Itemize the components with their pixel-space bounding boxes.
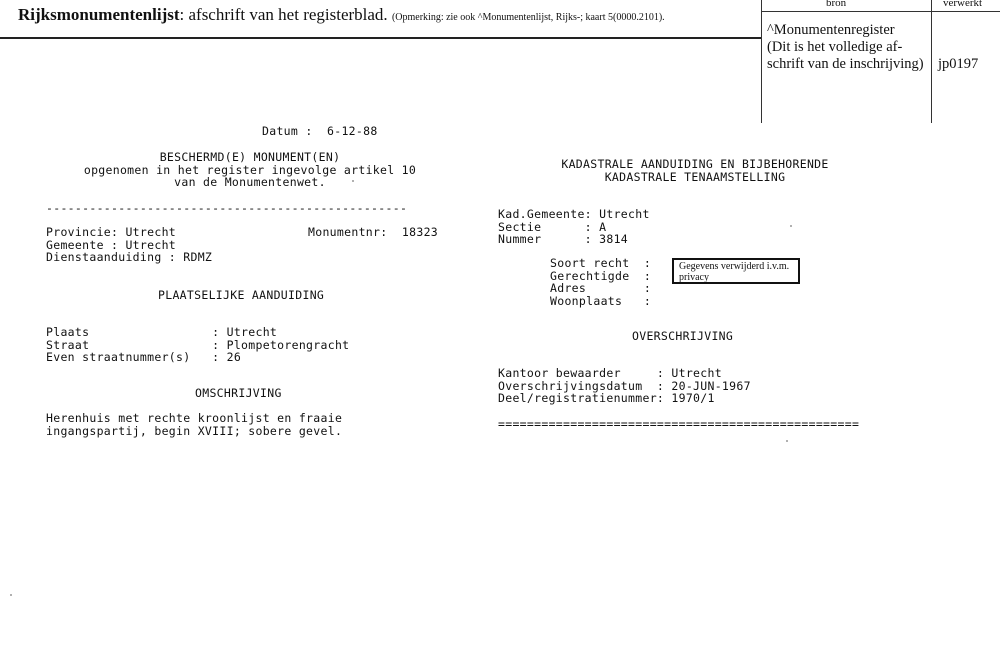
- header-rule: [0, 37, 762, 39]
- scan-speck: [10, 594, 12, 596]
- location-table: Plaats : Utrecht Straat : Plompetorengracht Even straatnummer(s) : 26: [46, 325, 350, 364]
- rights-detail-block: Soort recht : Gerechtigde : Adres : Woonplaats :: [550, 256, 652, 308]
- plaatselijke-heading: PLAATSELIJKE AANDUIDING: [158, 288, 325, 302]
- title-note: (Opmerking: zie ook ^Monumentenlijst, Rijks-; kaart 5(0000.2101).: [391, 12, 665, 23]
- scan-speck: [790, 225, 792, 227]
- title-bold: Rijksmonumentenlijst: [18, 5, 180, 24]
- source-box: [761, 0, 1000, 123]
- source-box-header-rule: [761, 11, 1000, 12]
- omschrijving-heading: OMSCHRIJVING: [195, 386, 282, 400]
- privacy-notice-box: [672, 258, 800, 284]
- privacy-note: Gegevens verwijderd i.v.m. privacy: [679, 261, 790, 283]
- datum-line: Datum : 6-12-88: [262, 124, 378, 138]
- verwerkt-label: verwerkt: [943, 0, 983, 9]
- provincie-block: Provincie: Utrecht Gemeente : Utrecht Dienstaanduiding : RDMZ: [46, 225, 213, 264]
- equals-divider: ==================================================: [498, 417, 860, 431]
- overschrijving-heading: OVERSCHRIJVING: [632, 329, 734, 343]
- title-rest: : afschrift van het registerblad.: [179, 5, 388, 24]
- dashed-divider: --------------------------------------------------: [46, 201, 408, 215]
- omschrijving-text: Herenhuis met rechte kroonlijst en fraaie ingangspartij, begin XVIII; sobere gevel.: [46, 411, 343, 438]
- source-box-divider: [931, 0, 932, 123]
- overschrijving-block: Kantoor bewaarder : Utrecht Overschrijvingsdatum : 20-JUN-1967 Deel/registratienummer: 1970/1: [498, 366, 751, 405]
- document-title: [18, 5, 665, 25]
- source-box-left-border: [761, 0, 762, 123]
- bron-text: ^Monumentenregister (Dit is het volledige af- schrift van de inschrijving): [767, 22, 924, 72]
- scan-speck: [786, 440, 788, 442]
- bron-label: bron: [826, 0, 847, 9]
- beschermd-heading: BESCHERMD(E) MONUMENT(EN) opgenomen in het register ingevolge artikel 10 van de Monumentenwet.: [83, 150, 417, 189]
- monumentnr: Monumentnr: 18323: [308, 225, 439, 239]
- kadastrale-heading: KADASTRALE AANDUIDING EN BIJBEHORENDE KADASTRALE TENAAMSTELLING: [561, 157, 829, 184]
- kadastrale-block: Kad.Gemeente: Utrecht Sectie : A Nummer : 3814: [498, 207, 650, 246]
- scan-speck: [352, 180, 354, 182]
- verwerkt-value: jp0197: [938, 56, 979, 72]
